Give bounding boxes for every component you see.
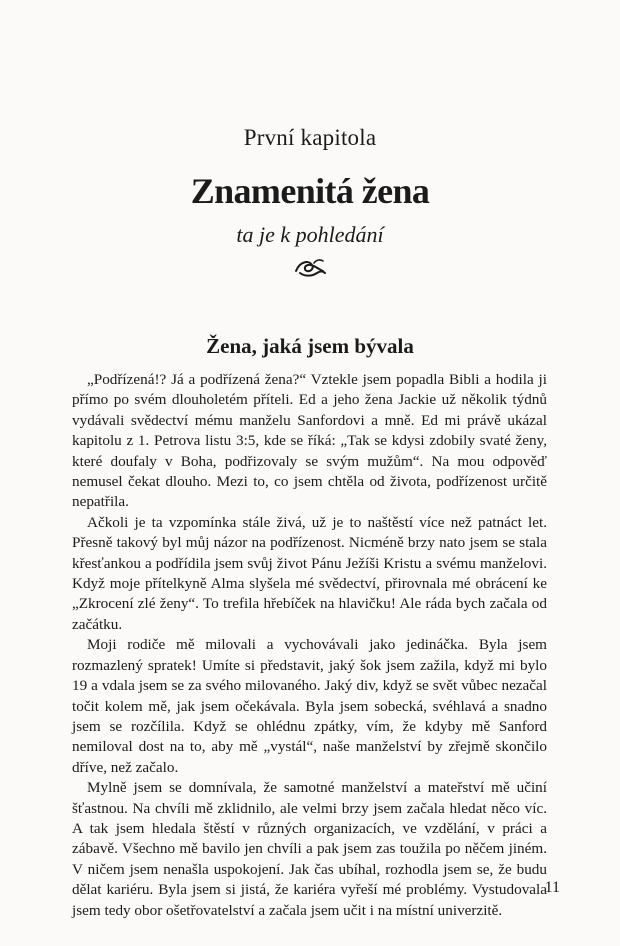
- chapter-label: První kapitola: [243, 125, 377, 150]
- paragraph-4: Mylně jsem se domnívala, že samotné manželství a mateřství mě učiní šťastnou. Na chvíli mě zklidnilo, ale velmi brzy jsem začala hledat něco víc. A tak jsem hledala štěstí v různých organizacích, ve vzdělání, v práci a zábavě. Všechno mě bavilo jen chvíli a pak jsem zas toužila po něčem jiném. V ničem jsem nenašla uspokojení. Jak čas ubíhal, rozhodla jsem se, že budu dělat kariéru. Byla jsem si jistá, že kariéra vyřeší mé problémy. Vystudovala jsem tedy obor ošetřovatelství a začala jsem učit i na místní univerzitě.: [72, 779, 547, 919]
- paragraph-2: Ačkoli je ta vzpomínka stále živá, už je to naštěstí více než patnáct let. Přesně takový byl můj názor na podřízenost. Nicméně brzy nato jsem se stala křesťankou a podřídila jsem svůj život Pánu Ježíši Kristu a svému manželovi. Když moje přítelkyně Alma slyšela mé svědectví, přirovnala mé obrácení ke „Zkrocení zlé ženy“. To trefila hřebíček na hlavičku! Ale ráda bych začala od začátku.: [72, 513, 547, 633]
- section-heading: Žena, jaká jsem bývala: [206, 334, 414, 358]
- paragraph-3: Moji rodiče mě milovali a vychovávali jako jedináčka. Byla jsem rozmazlený spratek! Umíte si představit, jaký šok jsem zažila, když mi bylo 19 a vdala jsem se za svého milovaného. Jaký div, když se svět vůbec nezačal točit kolem mě, jak jsem očekávala. Byla jsem sobecká, svéhlavá a snadno jsem se rozčílila. Když se ohlédnu zpátky, vím, že kdyby mě Sanford nemiloval dost na to, aby mě „vystál“, naše manželství by zřejmě skončilo dříve, než začalo.: [72, 636, 547, 776]
- body-text: [72, 370, 547, 921]
- page-number: 11: [544, 879, 560, 896]
- chapter-subtitle: ta je k pohledání: [236, 222, 384, 247]
- paragraph-1: „Podřízená!? Já a podřízená žena?“ Vztekle jsem popadla Bibli a hodila ji přímo po svém dlouholetém příteli. Ed a jeho žena Jackie už několik týdnů vydávali svědectví mému manželu Sanfordovi a mně. Ed mi právě ukázal kapitolu z 1. Petrova listu 3:5, kde se říká: „Tak se kdysi zdobily svaté ženy, které doufaly v Boha, podřizovaly se svým mužům“. Na mou odpověď nemusel čekat dlouho. Mezi to, co jsem chtěla od života, podřízenost určitě nepatřila.: [72, 371, 547, 511]
- fleuron-icon: [292, 255, 328, 279]
- chapter-title: Znamenitá žena: [190, 171, 430, 211]
